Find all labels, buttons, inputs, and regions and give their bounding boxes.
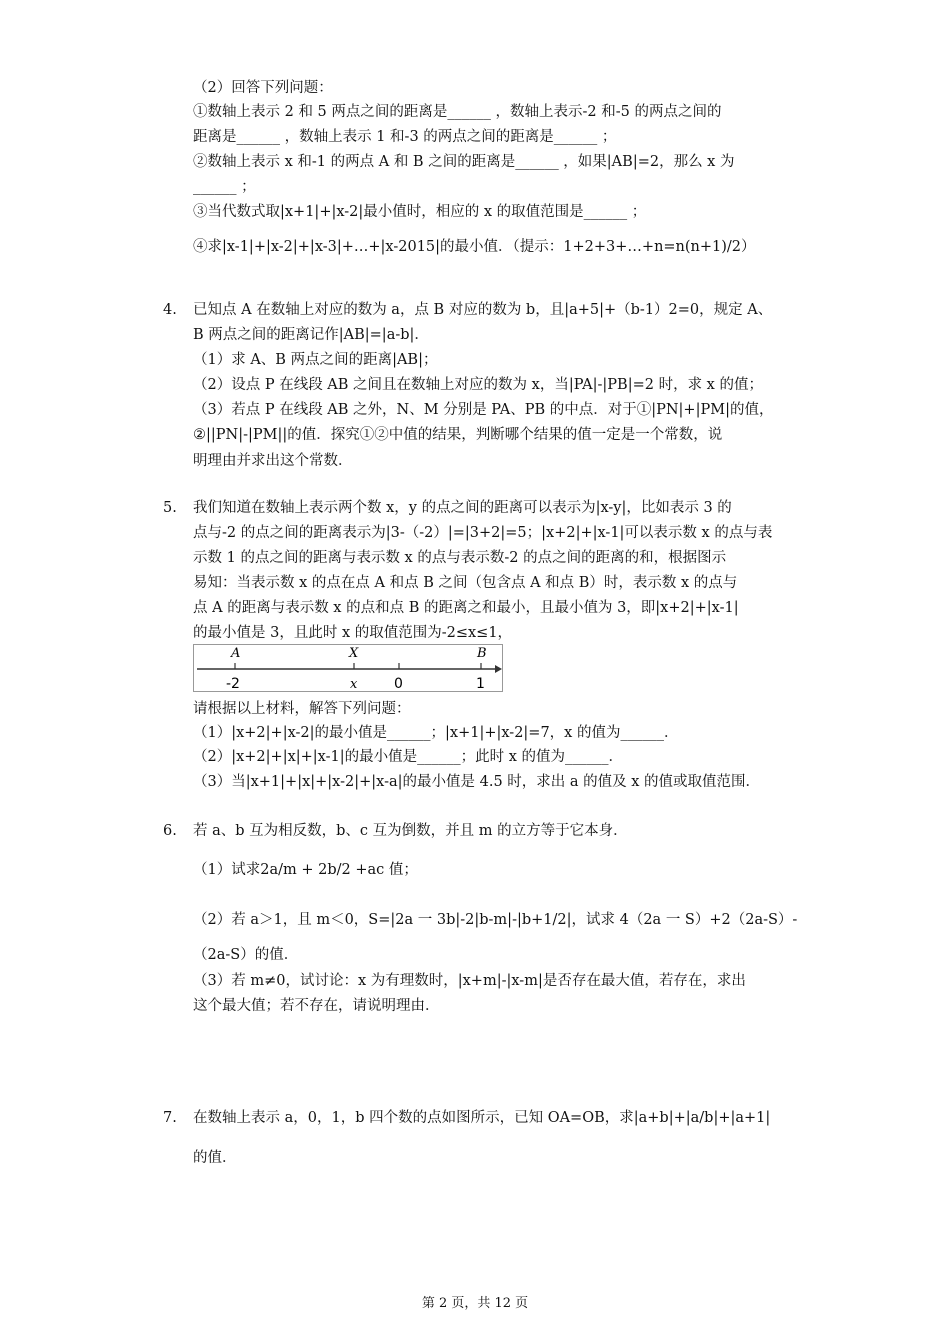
q7-line-2: 的值． <box>193 1150 237 1166</box>
q5-number: 5. <box>163 500 177 516</box>
q4-line-5: （3）若点 P 在线段 AB 之外，N、M 分别是 PA、PB 的中点．对于①|PN|+|PM|的值， <box>193 402 774 418</box>
s3-line-6: ③当代数式取|x+1|+|x-2|最小值时，相应的 x 的取值范围是______ ； <box>193 204 647 220</box>
q6-line-5: （3）若 m≠0，试讨论：x 为有理数时，|x+m|-|x-m|是否存在最大值，若存在，求出 <box>193 973 746 989</box>
q4-number: 4. <box>163 302 177 318</box>
label-1: 1 <box>476 676 485 692</box>
q6-line-3: （2）若 a＞1，且 m＜0，S=|2a 一 3b|-2|b-m|-|b+1/2|，试求 4（2a 一 S）+2（2a-S）- <box>193 912 798 928</box>
label-b: B <box>477 646 487 661</box>
q5-line-3: 示数 1 的点之间的距离与表示数 x 的点与表示数-2 的点之间的距离的和，根据图示 <box>193 550 727 566</box>
label-0: 0 <box>394 676 403 692</box>
q6-number: 6. <box>163 823 177 839</box>
number-line-figure <box>193 644 503 692</box>
label-x-lower: x <box>350 677 358 692</box>
q5-after-3: （2）|x+2|+|x|+|x-1|的最小值是______；此时 x 的值为______． <box>193 749 624 765</box>
s3-line-1: （2）回答下列问题： <box>193 80 333 96</box>
s3-line-5: ______ ； <box>193 179 256 195</box>
label-a: A <box>231 646 241 661</box>
s3-line-2: ①数轴上表示 2 和 5 两点之间的距离是______ ，数轴上表示-2 和-5 的两点之间的 <box>193 104 722 120</box>
q5-after-2: （1）|x+2|+|x-2|的最小值是______；|x+1|+|x-2|=7，x 的值为______． <box>193 725 679 741</box>
q5-line-6: 的最小值是 3，且此时 x 的取值范围为-2≤x≤1， <box>193 625 513 641</box>
q5-line-2: 点与-2 的点之间的距离表示为|3-（-2）|=|3+2|=5；|x+2|+|x-1|可以表示数 x 的点与表 <box>193 525 773 541</box>
page-footer: 第 2 页，共 12 页 <box>421 1296 529 1311</box>
q6-line-6: 这个最大值；若不存在，请说明理由． <box>193 998 440 1014</box>
label-x-upper: X <box>349 646 359 661</box>
number-line-svg <box>193 644 503 692</box>
q7-number: 7. <box>163 1110 177 1126</box>
q7-line-1: 在数轴上表示 a，0，1，b 四个数的点如图所示，已知 OA=OB，求|a+b|+|a/b|+|a+1| <box>193 1110 771 1126</box>
axis-arrow-icon <box>495 665 502 673</box>
q5-line-1: 我们知道在数轴上表示两个数 x，y 的点之间的距离可以表示为|x-y|，比如表示 3 的 <box>193 500 732 516</box>
q5-line-4: 易知：当表示数 x 的点在点 A 和点 B 之间（包含点 A 和点 B）时，表示数 x 的点与 <box>193 575 738 591</box>
s3-line-3: 距离是______ ，数轴上表示 1 和-3 的两点之间的距离是______ ； <box>193 129 617 145</box>
q4-line-4: （2）设点 P 在线段 AB 之间且在数轴上对应的数为 x，当|PA|-|PB|=2 时，求 x 的值； <box>193 377 763 393</box>
label-neg2: -2 <box>226 676 240 692</box>
q6-line-4: （2a-S）的值． <box>193 947 299 963</box>
q4-line-1: 已知点 A 在数轴上对应的数为 a，点 B 对应的数为 b，且|a+5|+（b-1）2=0，规定 A、 <box>193 302 773 318</box>
q5-after-4: （3）当|x+1|+|x|+|x-2|+|x-a|的最小值是 4.5 时，求出 a 的值及 x 的值或取值范围． <box>193 774 761 790</box>
s3-line-4: ②数轴上表示 x 和-1 的两点 A 和 B 之间的距离是______ ，如果|AB|=2，那么 x 为 <box>193 154 735 170</box>
q4-line-3: （1）求 A、B 两点之间的距离|AB|； <box>193 352 438 368</box>
q6-line-2: （1）试求2a/m + 2b/2 +ac 值； <box>193 862 418 878</box>
q5-after-1: 请根据以上材料，解答下列问题： <box>193 701 411 717</box>
s3-line-7: ④求|x-1|+|x-2|+|x-3|+…+|x-2015|的最小值．（提示：1+2+3+…+n=n(n+1)/2） <box>193 239 756 255</box>
q4-line-2: B 两点之间的距离记作|AB|=|a-b|． <box>193 327 429 343</box>
q4-line-6: ②||PN|-|PM||的值．探究①②中值的结果，判断哪个结果的值一定是一个常数，说 <box>193 427 723 443</box>
q5-line-5: 点 A 的距离与表示数 x 的点和点 B 的距离之和最小，且最小值为 3，即|x+2|+|x-1| <box>193 600 739 616</box>
q6-line-1: 若 a、b 互为相反数，b、c 互为倒数，并且 m 的立方等于它本身． <box>193 823 628 839</box>
q4-line-7: 明理由并求出这个常数． <box>193 453 353 469</box>
